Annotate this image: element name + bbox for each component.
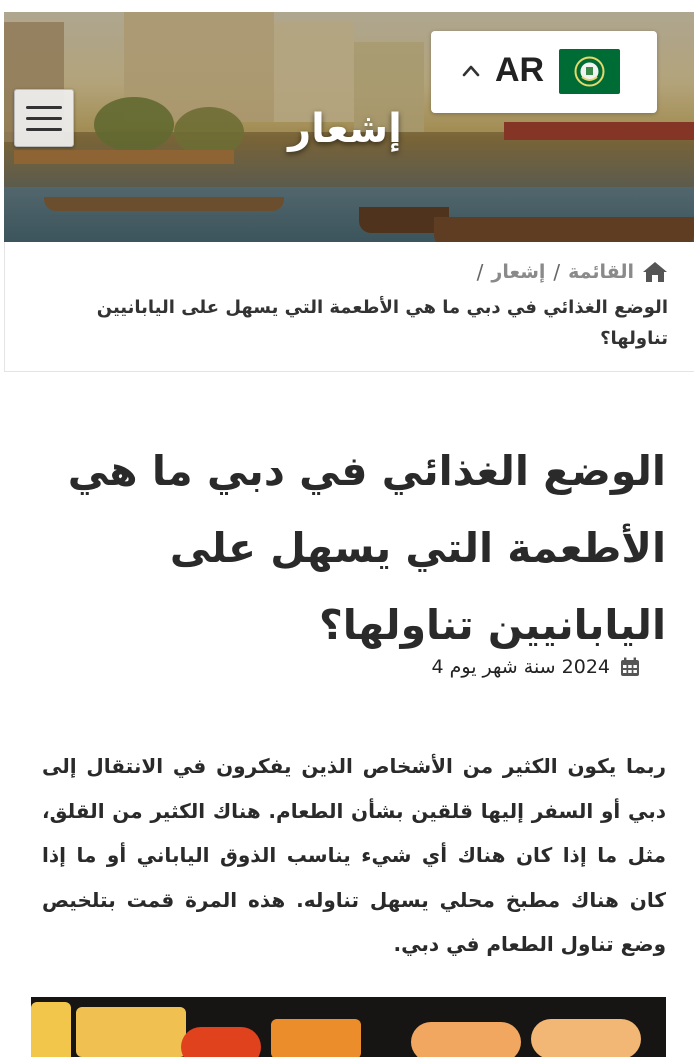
breadcrumb xyxy=(4,242,694,372)
language-selector[interactable] xyxy=(431,31,657,113)
article-food-image xyxy=(31,997,666,1057)
breadcrumb-current-page: الوضع الغذائي في دبي ما هي الأطعمة التي يسهل على اليابانيين تناولها؟ xyxy=(96,297,668,349)
food-piece xyxy=(531,1019,641,1057)
chevron-up-icon xyxy=(461,61,481,81)
menu-line xyxy=(26,117,62,120)
language-code: AR xyxy=(495,51,545,89)
breadcrumb-section-link[interactable]: إشعار xyxy=(491,261,546,283)
breadcrumb-separator: / xyxy=(476,260,484,284)
breadcrumb-row xyxy=(477,260,668,284)
article-intro: ربما يكون الكثير من الأشخاص الذين يفكرون في الانتقال إلى دبي أو السفر إليها قلقين بشأن الطعام. هناك الكثير من القلق، مثل ما إذا كان هناك أي شيء يناسب الذوق الياباني أو ما إذا كان هناك مطبخ محلي يسهل تناوله. هذه المرة قمت بتلخيص وضع تناول الطعام في دبي. xyxy=(42,754,666,957)
home-icon[interactable] xyxy=(642,261,668,283)
food-piece xyxy=(181,1027,261,1057)
menu-line xyxy=(26,128,62,131)
breadcrumb-separator: / xyxy=(553,260,561,284)
food-piece xyxy=(31,1002,71,1057)
article-title: الوضع الغذائي في دبي ما هي الأطعمة التي يسهل على اليابانيين تناولها؟ xyxy=(67,447,666,649)
food-piece xyxy=(271,1019,361,1057)
article-date xyxy=(432,656,640,678)
food-piece xyxy=(411,1022,521,1057)
page-header-title: إشعار xyxy=(288,106,402,152)
article-date-text: 2024 سنة شهر يوم 4 xyxy=(431,656,610,678)
calendar-icon xyxy=(620,657,640,677)
hamburger-menu-icon[interactable] xyxy=(14,89,74,147)
menu-line xyxy=(26,106,62,109)
breadcrumb-home-link[interactable]: القائمة xyxy=(568,261,634,283)
arab-league-flag-icon xyxy=(559,49,620,94)
